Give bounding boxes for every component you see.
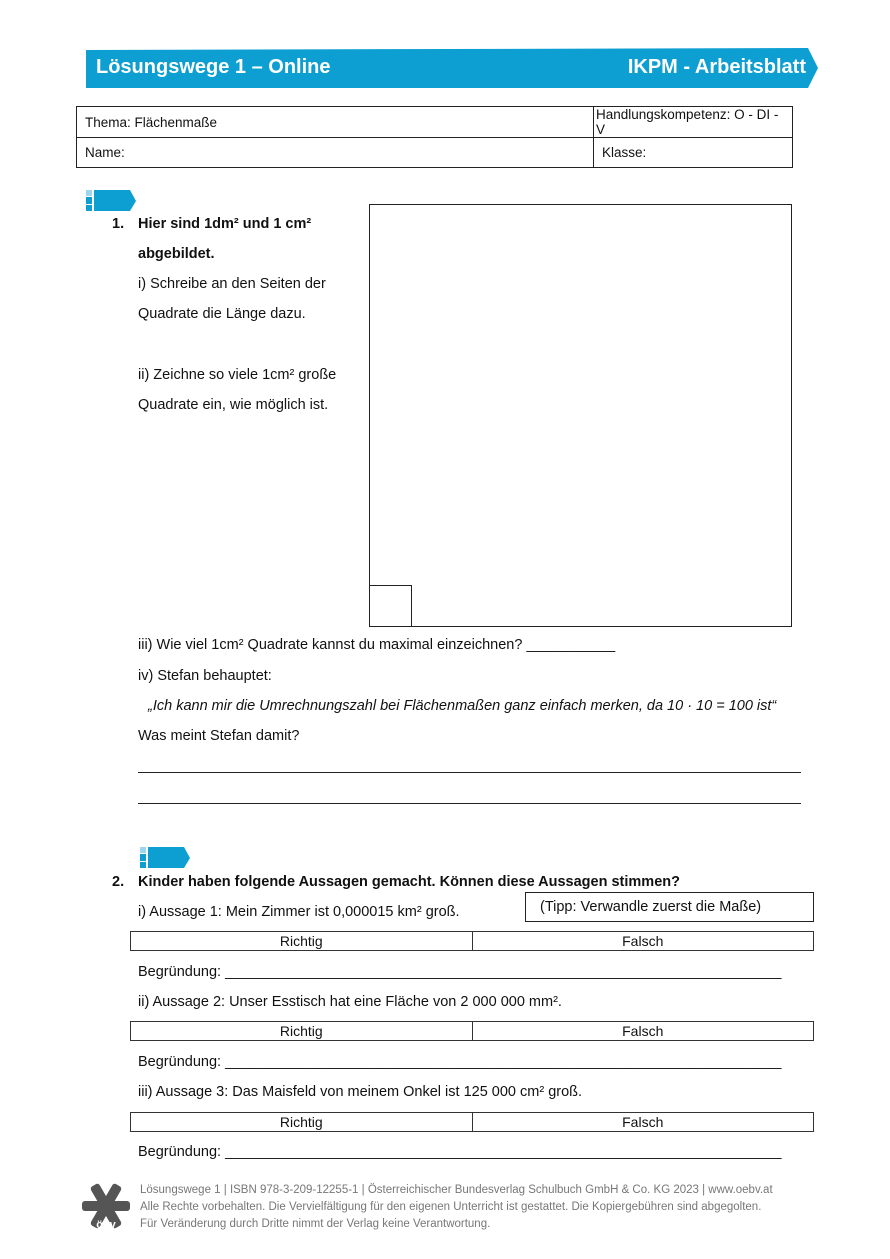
- task2-number: 2.: [112, 874, 125, 890]
- klasse-field[interactable]: Klasse:: [594, 138, 793, 168]
- begruendung-1[interactable]: Begründung: _____________________________________________________________________: [138, 964, 782, 980]
- square-1dm2[interactable]: [369, 204, 792, 627]
- task-marker-icon: [86, 190, 136, 212]
- square-1cm2: [369, 585, 412, 627]
- begruendung-3[interactable]: Begründung: _____________________________________________________________________: [138, 1144, 782, 1160]
- footer-line-1: Lösungswege 1 | ISBN 978-3-209-12255-1 | Österreichischer Bundesverlag Schulbuch GmbH & Co. KG 2023 | www.oebv.at: [140, 1184, 773, 1196]
- footer-line-3: Für Veränderung durch Dritte nimmt der Verlag keine Verantwortung.: [140, 1218, 491, 1230]
- logo-text: öbv: [96, 1219, 116, 1231]
- name-field[interactable]: Name:: [77, 138, 594, 168]
- choice-table-3: [130, 1112, 814, 1132]
- task1-ii-1: ii) Zeichne so viele 1cm² große: [138, 367, 337, 383]
- thema-cell: Thema: Flächenmaße: [77, 107, 594, 138]
- richtig-option[interactable]: Richtig: [131, 932, 473, 951]
- task1-ii-2: Quadrate ein, wie möglich ist.: [138, 397, 329, 413]
- statement-1: i) Aussage 1: Mein Zimmer ist 0,000015 km² groß.: [138, 904, 460, 920]
- task-marker-icon: [140, 847, 190, 869]
- kompetenz-cell: Handlungskompetenz: O - DI - V: [594, 107, 793, 138]
- choice-table-1: [130, 931, 814, 951]
- answer-line-2[interactable]: [138, 803, 801, 804]
- task1-i-1: i) Schreibe an den Seiten der: [138, 276, 326, 292]
- falsch-option[interactable]: Falsch: [472, 932, 814, 951]
- statement-3: iii) Aussage 3: Das Maisfeld von meinem Onkel ist 125 000 cm² groß.: [138, 1084, 583, 1100]
- begruendung-2[interactable]: Begründung: _____________________________________________________________________: [138, 1054, 782, 1070]
- header-title: Lösungswege 1 – Online: [96, 56, 331, 78]
- task1-title-1: Hier sind 1dm² und 1 cm²: [138, 216, 312, 232]
- task1-question: Was meint Stefan damit?: [138, 728, 300, 744]
- task1-number: 1.: [112, 216, 125, 232]
- task1-title-2: abgebildet.: [138, 246, 215, 262]
- task1-iii: iii) Wie viel 1cm² Quadrate kannst du maximal einzeichnen? ___________: [138, 637, 616, 653]
- info-table: [76, 106, 793, 168]
- richtig-option[interactable]: Richtig: [131, 1022, 473, 1041]
- richtig-option[interactable]: Richtig: [131, 1113, 473, 1132]
- task1-iv: iv) Stefan behauptet:: [138, 668, 272, 684]
- falsch-option[interactable]: Falsch: [472, 1022, 814, 1041]
- oebv-logo-icon: [80, 1180, 132, 1232]
- tip-box: (Tipp: Verwandle zuerst die Maße): [525, 892, 814, 922]
- falsch-option[interactable]: Falsch: [472, 1113, 814, 1132]
- task1-i-2: Quadrate die Länge dazu.: [138, 306, 306, 322]
- task2-title: Kinder haben folgende Aussagen gemacht. Können diese Aussagen stimmen?: [138, 874, 680, 890]
- choice-table-2: [130, 1021, 814, 1041]
- answer-line-1[interactable]: [138, 772, 801, 773]
- worksheet-label: IKPM - Arbeitsblatt: [627, 56, 806, 78]
- footer-line-2: Alle Rechte vorbehalten. Die Vervielfältigung für den eigenen Unterricht ist gestattet. Die Kopiergebühren sind abgegolten.: [140, 1201, 762, 1213]
- statement-2: ii) Aussage 2: Unser Esstisch hat eine Fläche von 2 000 000 mm².: [138, 994, 562, 1010]
- stefan-quote: „Ich kann mir die Umrechnungszahl bei Flächenmaßen ganz einfach merken, da 10 · 10 = 100 ist“: [148, 698, 777, 714]
- footer: [140, 1182, 773, 1233]
